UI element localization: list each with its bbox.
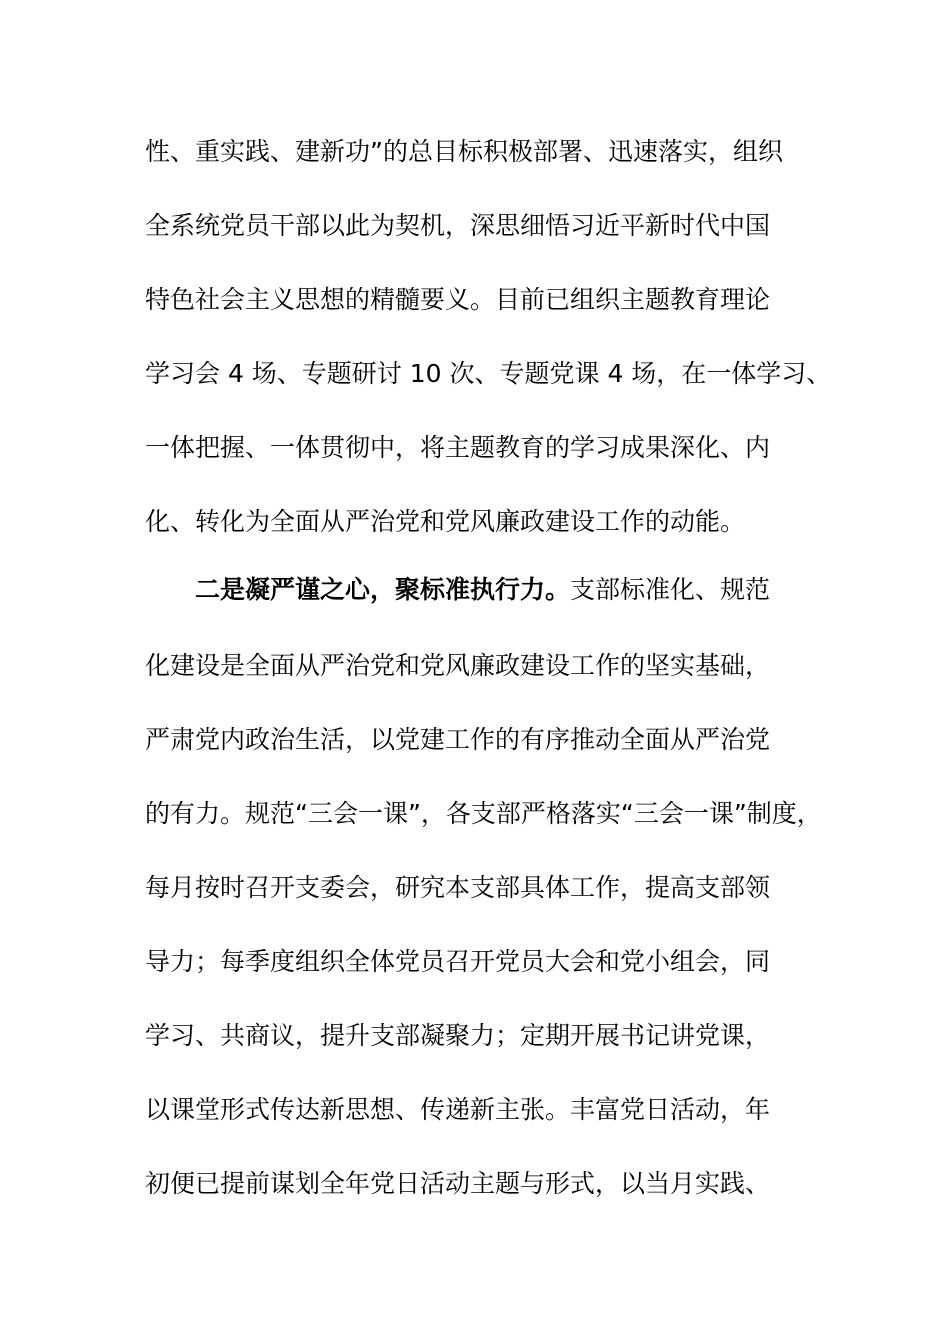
section-heading-line (195, 570, 895, 610)
body-text-line: 以课堂形式传达新思想、传递新主张。丰富党日活动，年 (145, 1095, 771, 1124)
body-text-line: 学习会 4 场、专题研讨 10 次、专题党课 4 场，在一体学习、 (145, 359, 832, 388)
body-text-line: 一体把握、一体贯彻中，将主题教育的学习成果深化、内 (145, 433, 771, 462)
body-text-line: 化、转化为全面从严治党和党风廉政建设工作的动能。 (145, 507, 746, 536)
body-text-line: 的有力。规范“三会一课”，各支部严格落实“三会一课”制度， (145, 799, 822, 828)
body-text-line: 严肃党内政治生活，以党建工作的有序推动全面从严治党 (145, 725, 771, 754)
body-text-line: 导力；每季度组织全体党员召开党员大会和党小组会，同 (145, 947, 771, 976)
body-text-line: 全系统党员干部以此为契机，深思细悟习近平新时代中国 (145, 211, 771, 240)
body-text-line: 学习、共商议，提升支部凝聚力；定期开展书记讲党课， (145, 1021, 771, 1050)
body-text-line: 初便已提前谋划全年党日活动主题与形式，以当月实践、 (145, 1169, 771, 1198)
body-text-line: 性、重实践、建新功”的总目标积极部署、迅速落实，组织 (145, 137, 783, 166)
section-heading: 二是凝严谨之心，聚标准执行力。 (195, 575, 571, 604)
body-text-line: 特色社会主义思想的精髓要义。目前已组织主题教育理论 (145, 285, 771, 314)
body-text-line: 化建设是全面从严治党和党风廉政建设工作的坚实基础， (145, 651, 771, 680)
body-text-line: 每月按时召开支委会，研究本支部具体工作，提高支部领 (145, 873, 771, 902)
section-heading-continuation: 支部标准化、规范 (570, 575, 771, 604)
